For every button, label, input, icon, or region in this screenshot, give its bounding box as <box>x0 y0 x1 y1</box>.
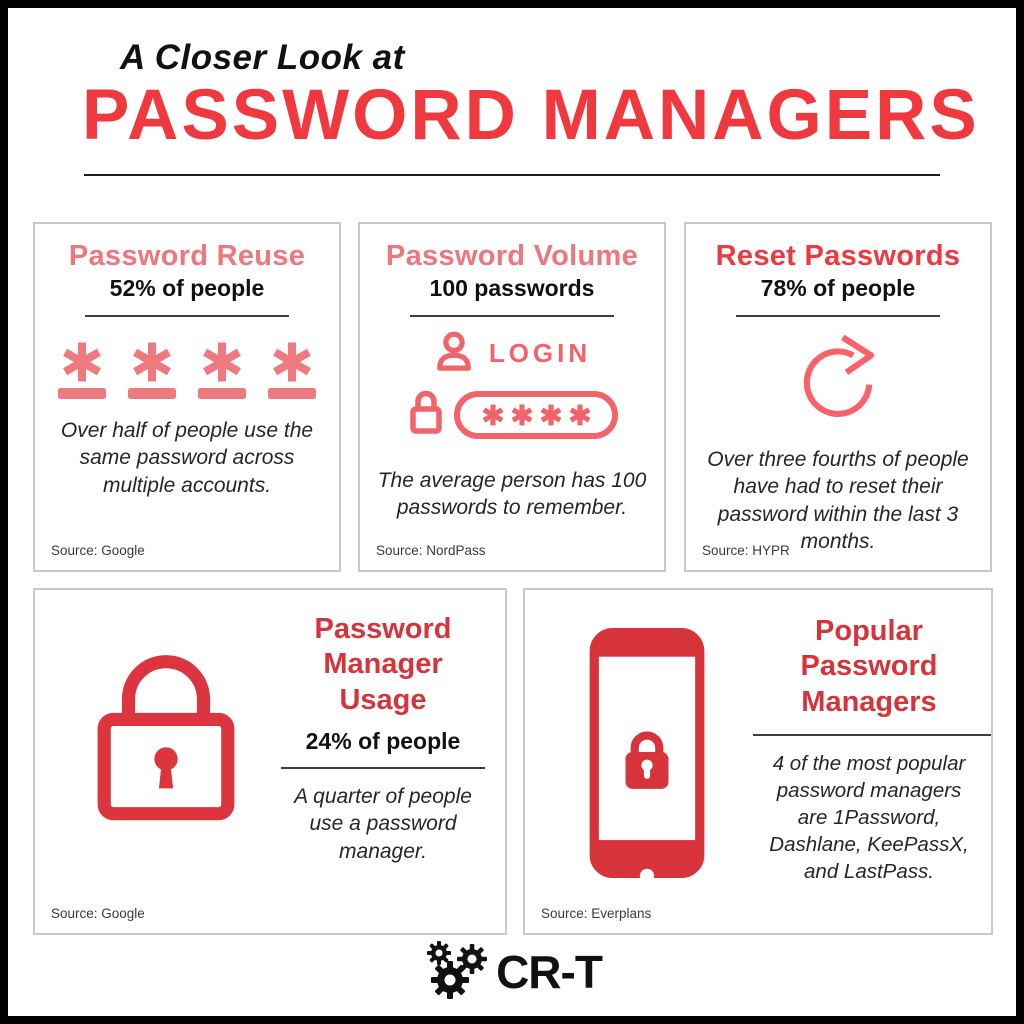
card-stat: 24% of people <box>305 728 461 755</box>
card-title: Password Volume <box>385 240 639 272</box>
card-body: 4 of the most popular password managers are 1Password, Dashlane, KeePassX, and LastPass. <box>769 752 969 884</box>
card-body: Over three fourths of people have had to reset their password within the last 3 months. <box>707 448 969 553</box>
logo-text: CR-T <box>496 945 602 998</box>
masked-password-pill <box>454 391 618 439</box>
card-title: Reset Passwords <box>715 240 961 272</box>
asterisk-dash-icon <box>268 339 316 399</box>
source-label: Source: NordPass <box>376 543 486 558</box>
asterisk-dash-icon <box>58 339 106 399</box>
divider <box>281 767 485 769</box>
card-reset-passwords <box>684 222 992 572</box>
card-stat: 52% of people <box>109 275 265 301</box>
card-stat: 100 passwords <box>429 275 595 301</box>
phone-lock-icon <box>589 628 705 883</box>
source-label: Source: HYPR <box>702 543 790 558</box>
divider <box>85 315 289 317</box>
card-body: A quarter of people use a password manager. <box>294 785 472 863</box>
source-label: Source: Everplans <box>541 906 652 921</box>
card-popular-password-managers <box>523 588 993 935</box>
user-icon <box>433 329 475 378</box>
divider <box>753 734 991 736</box>
card-password-reuse <box>33 222 341 572</box>
gears-icon <box>422 938 492 1005</box>
card-password-volume <box>358 222 666 572</box>
card-body: Over half of people use the same password across multiple accounts. <box>60 419 314 497</box>
login-label: LOGIN <box>488 338 592 368</box>
divider <box>736 315 940 317</box>
source-label: Source: Google <box>51 906 145 921</box>
title-rule <box>84 174 940 176</box>
card-password-manager-usage <box>33 588 507 935</box>
lock-icon <box>406 388 446 441</box>
password-field-icon <box>360 388 664 441</box>
reset-arrow-icon <box>686 327 990 436</box>
card-title: Password Reuse <box>68 240 306 272</box>
card-title: Password Manager Usage <box>314 613 452 716</box>
kicker-title: A Closer Look at <box>120 38 405 77</box>
card-stat: 78% of people <box>760 275 916 301</box>
password-asterisks-icon <box>35 339 339 399</box>
card-title: Popular Password Managers <box>800 615 938 718</box>
card-body: The average person has 100 passwords to remember. <box>377 469 647 520</box>
divider <box>410 315 614 317</box>
source-label: Source: Google <box>51 543 145 558</box>
padlock-icon <box>90 626 242 829</box>
asterisk-dash-icon <box>128 339 176 399</box>
footer-logo <box>8 938 1016 1005</box>
page-title: PASSWORD MANAGERS <box>82 76 980 155</box>
asterisk-dash-icon <box>198 339 246 399</box>
